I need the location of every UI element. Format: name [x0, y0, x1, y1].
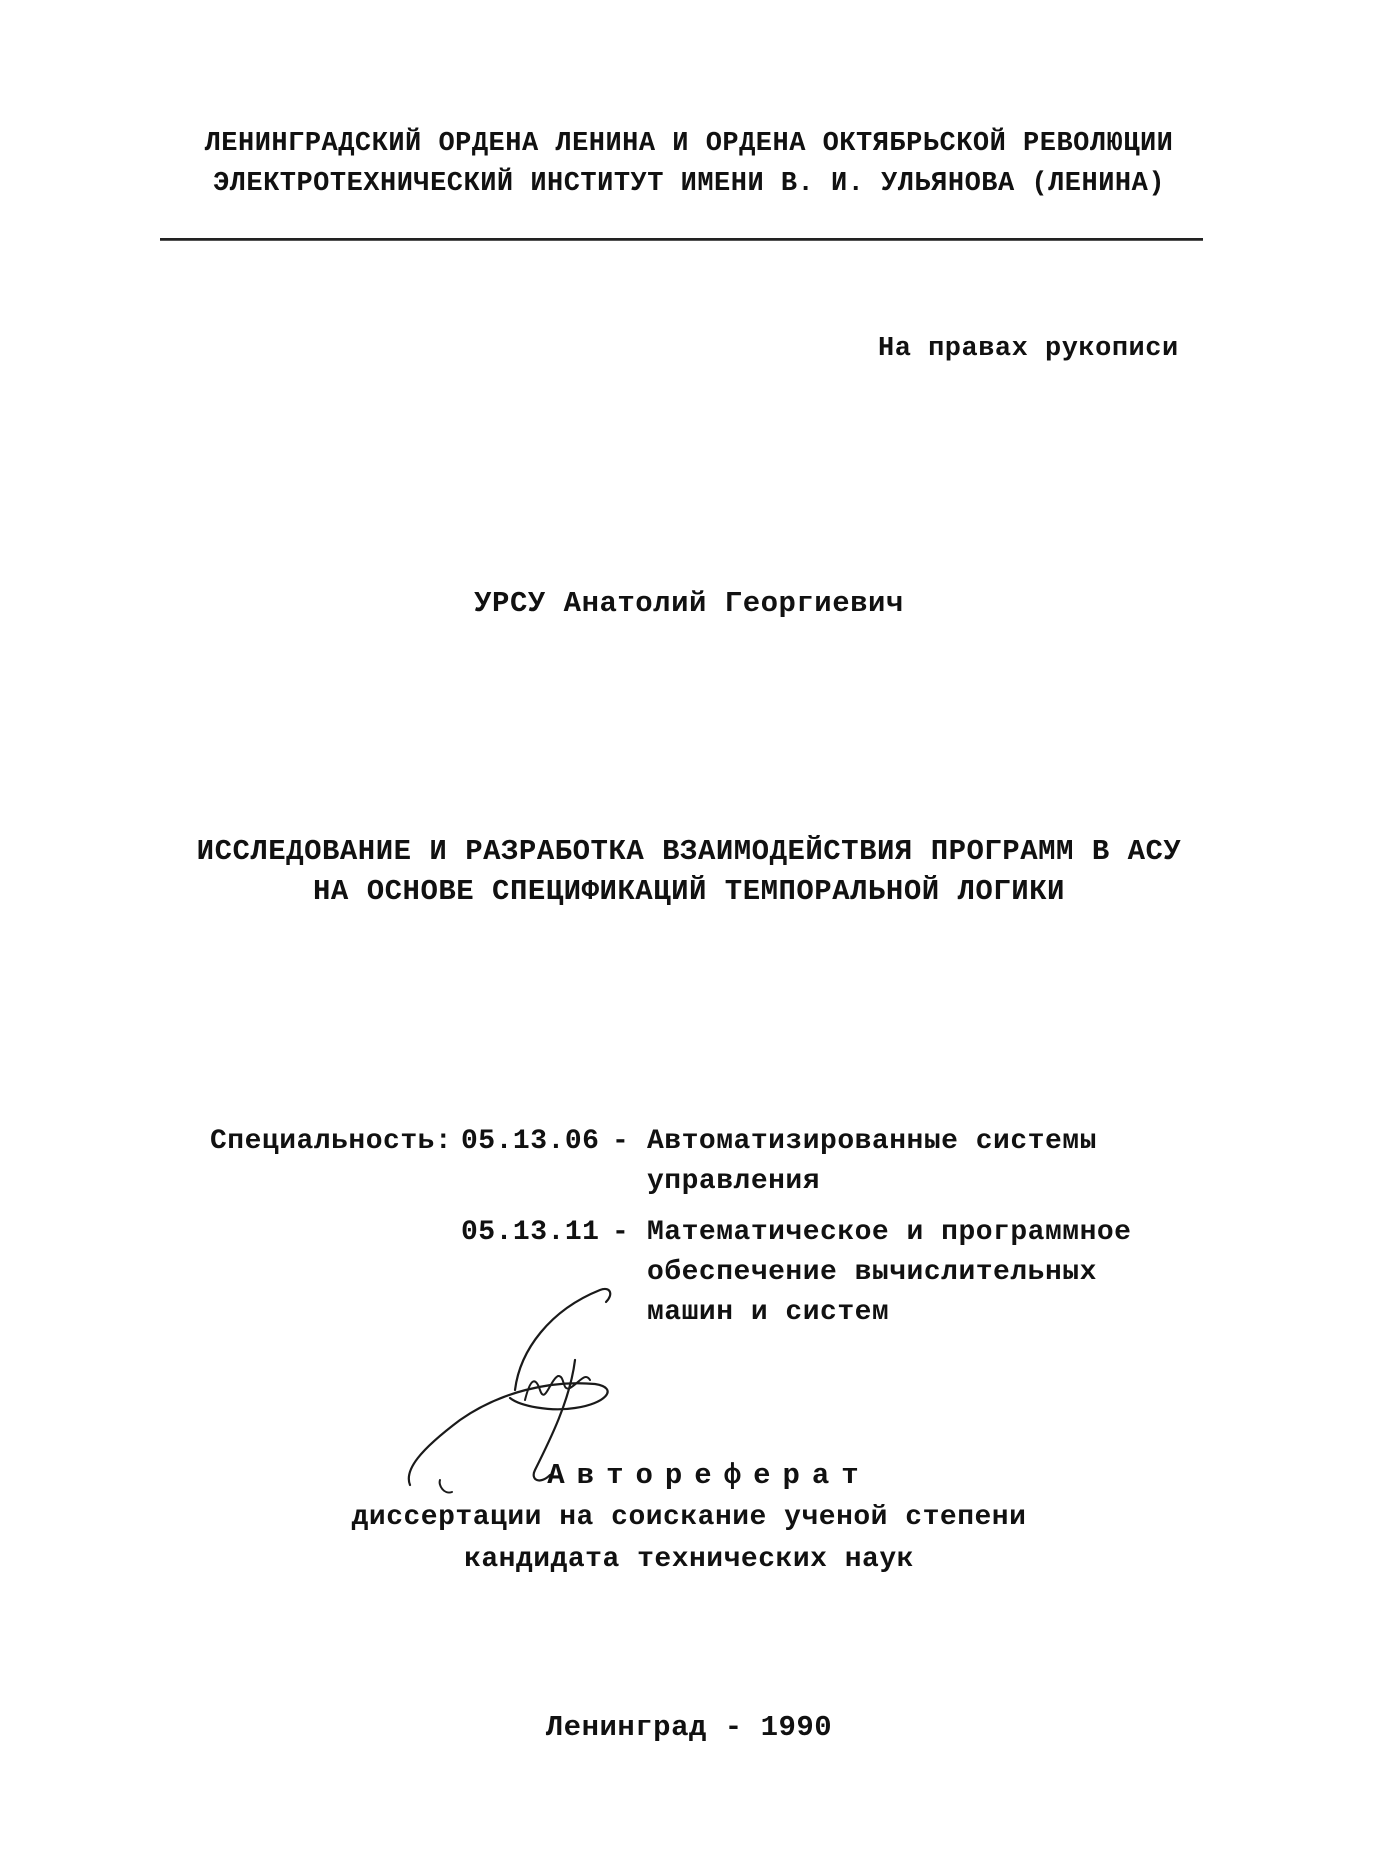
specialty-name-line: Автоматизированные системы — [647, 1126, 1097, 1157]
abstract-subtitle-line-2: кандидата технических наук — [464, 1544, 914, 1575]
dissertation-title-line-1: ИССЛЕДОВАНИЕ И РАЗРАБОТКА ВЗАИМОДЕЙСТВИЯ ПРОГРАММ В АСУ — [196, 835, 1182, 868]
city-and-year: Ленинград - 1990 — [545, 1711, 833, 1744]
specialty-code: 05.13.11 — [461, 1217, 600, 1248]
header-divider — [160, 238, 1203, 241]
dissertation-title-line-2: НА ОСНОВЕ СПЕЦИФИКАЦИЙ ТЕМПОРАЛЬНОЙ ЛОГИКИ — [313, 875, 1065, 908]
specialty-label: Специальность: — [210, 1126, 453, 1157]
abstract-heading: Автореферат — [547, 1459, 871, 1492]
specialty-dash: - — [612, 1126, 630, 1157]
specialty-dash: - — [612, 1217, 630, 1248]
institute-name-line-2: ЭЛЕКТРОТЕХНИЧЕСКИЙ ИНСТИТУТ ИМЕНИ В. И. УЛЬЯНОВА (ЛЕНИНА) — [212, 169, 1166, 199]
specialty-name-line: обеспечение вычислительных — [647, 1257, 1097, 1288]
specialty-code: 05.13.06 — [461, 1126, 600, 1157]
abstract-subtitle-line-1: диссертации на соискание ученой степени — [351, 1502, 1027, 1533]
specialty-name-line: управления — [647, 1166, 821, 1197]
institute-name-line-1: ЛЕНИНГРАДСКИЙ ОРДЕНА ЛЕНИНА И ОРДЕНА ОКТЯБРЬСКОЙ РЕВОЛЮЦИИ — [204, 129, 1174, 159]
specialty-name-line: Математическое и программное — [647, 1217, 1132, 1248]
rights-note: На правах рукописи — [878, 334, 1179, 364]
author-name: УРСУ Анатолий Георгиевич — [474, 587, 904, 620]
specialty-name-line: машин и систем — [647, 1297, 890, 1328]
